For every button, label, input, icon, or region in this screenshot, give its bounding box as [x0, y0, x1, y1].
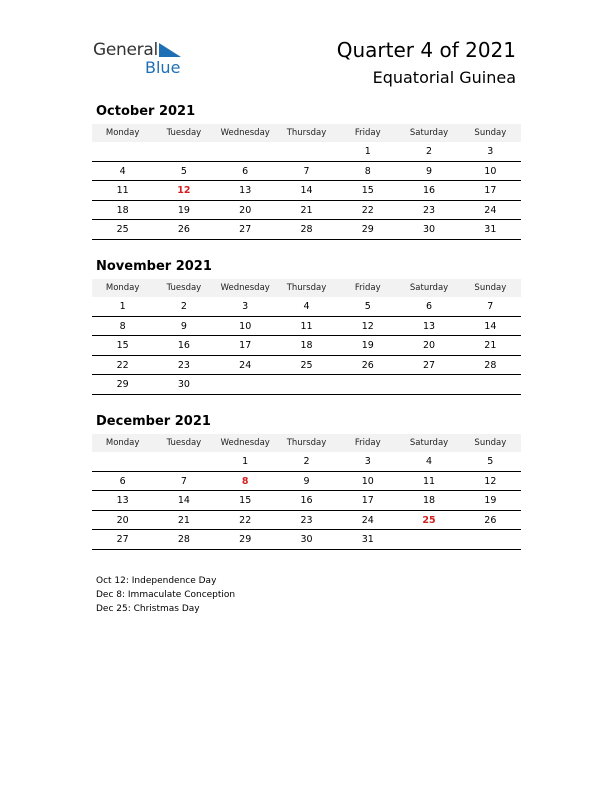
day-cell: 17 — [239, 340, 252, 351]
month-title: October 2021 — [96, 104, 196, 119]
day-cell — [215, 142, 276, 161]
day-cell: 6 — [242, 165, 249, 177]
day-cell: 7 — [487, 301, 494, 312]
logo-triangle-icon — [159, 43, 181, 59]
week-row — [92, 181, 521, 201]
day-cell: 5 — [180, 165, 187, 177]
day-cell: 22 — [361, 204, 374, 216]
weekday-header: Saturday — [409, 128, 449, 138]
weekday-header: Wednesday — [220, 438, 270, 448]
day-cell: 15 — [361, 185, 374, 196]
calendar-grid — [92, 434, 521, 550]
day-cell: 13 — [423, 320, 436, 332]
weekday-header: Thursday — [286, 438, 327, 448]
day-cell: 31 — [361, 534, 374, 545]
day-cell: 9 — [303, 475, 310, 487]
day-cell: 24 — [484, 204, 497, 216]
day-cell: 13 — [239, 185, 252, 196]
day-cell — [153, 142, 214, 161]
week-row — [92, 491, 521, 511]
day-cell: 14 — [177, 495, 190, 506]
holiday-note: Oct 12: Independence Day — [96, 576, 217, 586]
holiday-notes — [96, 574, 235, 616]
day-cell: 16 — [423, 185, 436, 196]
day-cell: 19 — [484, 495, 497, 506]
weekday-header: Monday — [105, 128, 140, 138]
weekday-header: Thursday — [286, 128, 327, 138]
day-cell: 11 — [300, 320, 313, 332]
day-cell: 5 — [364, 301, 371, 312]
day-cell: 22 — [116, 359, 129, 371]
week-row — [92, 530, 521, 550]
weekday-header: Monday — [105, 283, 140, 293]
weekday-header: Tuesday — [166, 283, 202, 293]
holiday-note: Dec 8: Immaculate Conception — [96, 590, 236, 600]
day-cell: 25 — [116, 224, 129, 235]
week-row — [92, 317, 521, 337]
day-cell: 30 — [423, 224, 436, 235]
day-cell: 23 — [300, 514, 313, 526]
day-cell: 19 — [177, 204, 190, 216]
day-cell: 14 — [300, 185, 313, 196]
day-cell: 6 — [426, 301, 433, 312]
day-cell — [215, 375, 276, 394]
weekday-header-row — [92, 279, 521, 297]
day-cell: 30 — [300, 534, 313, 545]
day-cell: 4 — [426, 456, 433, 467]
month-title: December 2021 — [96, 414, 211, 429]
day-cell: 10 — [239, 320, 252, 332]
day-cell: 18 — [116, 204, 129, 216]
weekday-header: Friday — [354, 128, 381, 138]
week-row — [92, 297, 521, 317]
weekday-header-row — [92, 434, 521, 452]
day-cell: 12 — [484, 475, 497, 487]
day-cell: 8 — [241, 475, 249, 487]
day-cell — [153, 452, 214, 471]
day-cell: 28 — [300, 224, 313, 235]
day-cell: 25 — [300, 359, 313, 371]
day-cell: 2 — [426, 146, 433, 157]
weekday-header: Thursday — [286, 283, 327, 293]
month-calendar — [92, 413, 521, 550]
day-cell: 7 — [180, 475, 187, 487]
week-row — [92, 472, 521, 492]
day-cell: 19 — [361, 340, 374, 351]
day-cell: 21 — [177, 514, 190, 526]
weekday-header: Sunday — [474, 283, 507, 293]
day-cell: 29 — [239, 534, 252, 545]
day-cell: 9 — [426, 165, 433, 177]
day-cell: 20 — [116, 514, 129, 526]
weekday-header: Sunday — [474, 128, 507, 138]
day-cell: 21 — [484, 340, 497, 351]
day-cell: 2 — [303, 456, 310, 467]
holiday-note: Dec 25: Christmas Day — [96, 604, 200, 614]
weekday-header: Sunday — [474, 438, 507, 448]
day-cell: 26 — [177, 224, 190, 235]
day-cell: 26 — [484, 514, 497, 526]
week-row — [92, 452, 521, 472]
day-cell: 16 — [177, 340, 190, 351]
day-cell: 16 — [300, 495, 313, 506]
month-calendar — [92, 258, 521, 395]
weekday-header: Friday — [354, 283, 381, 293]
day-cell: 21 — [300, 204, 313, 216]
day-cell: 28 — [484, 359, 497, 371]
weekday-header: Friday — [354, 438, 381, 448]
day-cell: 23 — [423, 204, 436, 216]
day-cell: 20 — [423, 340, 436, 351]
day-cell: 30 — [177, 379, 190, 390]
day-cell — [92, 452, 153, 471]
weekday-header-row — [92, 124, 521, 142]
weekday-header: Monday — [105, 438, 140, 448]
day-cell: 25 — [422, 514, 436, 526]
day-cell — [276, 375, 337, 394]
month-calendar — [92, 103, 521, 240]
day-cell: 12 — [361, 320, 374, 332]
week-row — [92, 201, 521, 221]
day-cell — [460, 375, 521, 394]
day-cell: 23 — [177, 359, 190, 371]
week-row — [92, 375, 521, 395]
weekday-header: Wednesday — [220, 128, 270, 138]
week-row — [92, 220, 521, 240]
day-cell: 31 — [484, 224, 497, 235]
weekday-header: Saturday — [409, 438, 449, 448]
calendar-grid — [92, 279, 521, 395]
day-cell: 1 — [119, 301, 126, 312]
weekday-header: Saturday — [409, 283, 449, 293]
country-name: Equatorial Guinea — [372, 68, 516, 87]
day-cell: 1 — [364, 146, 371, 157]
day-cell: 29 — [116, 379, 129, 390]
day-cell — [337, 375, 398, 394]
day-cell: 18 — [423, 495, 436, 506]
day-cell: 24 — [239, 359, 252, 371]
week-row — [92, 142, 521, 162]
day-cell — [92, 142, 153, 161]
day-cell: 26 — [361, 359, 374, 371]
day-cell: 22 — [239, 514, 252, 526]
day-cell: 4 — [303, 301, 310, 312]
day-cell: 3 — [364, 456, 371, 467]
day-cell: 28 — [177, 534, 190, 545]
day-cell: 27 — [116, 534, 129, 545]
calendar-grid — [92, 124, 521, 240]
day-cell: 9 — [180, 320, 187, 332]
day-cell: 17 — [361, 495, 374, 506]
day-cell: 11 — [116, 185, 129, 196]
day-cell: 15 — [239, 495, 252, 506]
day-cell: 24 — [361, 514, 374, 526]
day-cell: 3 — [487, 146, 494, 157]
day-cell: 13 — [116, 495, 129, 506]
day-cell — [276, 142, 337, 161]
week-row — [92, 162, 521, 182]
weekday-header: Wednesday — [220, 283, 270, 293]
day-cell: 18 — [300, 340, 313, 351]
day-cell: 17 — [484, 185, 497, 196]
day-cell — [460, 530, 521, 549]
generalblue-logo — [93, 40, 193, 80]
day-cell: 3 — [242, 301, 249, 312]
day-cell: 27 — [239, 224, 252, 235]
day-cell: 5 — [487, 456, 494, 467]
day-cell: 4 — [119, 165, 126, 177]
day-cell: 1 — [242, 456, 249, 467]
day-cell: 27 — [423, 359, 436, 371]
day-cell: 11 — [423, 475, 436, 487]
day-cell: 10 — [361, 475, 374, 487]
day-cell: 12 — [177, 185, 191, 196]
day-cell: 29 — [361, 224, 374, 235]
day-cell — [398, 530, 459, 549]
day-cell: 20 — [239, 204, 252, 216]
logo-general-text: General — [93, 40, 158, 60]
week-row — [92, 511, 521, 531]
day-cell: 6 — [119, 475, 126, 487]
day-cell — [398, 375, 459, 394]
day-cell: 10 — [484, 165, 497, 177]
month-title: November 2021 — [96, 259, 212, 274]
day-cell: 14 — [484, 320, 497, 332]
day-cell: 2 — [180, 301, 187, 312]
day-cell: 7 — [303, 165, 310, 177]
week-row — [92, 336, 521, 356]
page-title: Quarter 4 of 2021 — [336, 38, 516, 62]
weekday-header: Tuesday — [166, 128, 202, 138]
logo-blue-text: Blue — [145, 58, 181, 77]
week-row — [92, 356, 521, 376]
day-cell: 8 — [364, 165, 371, 177]
day-cell: 8 — [119, 320, 126, 332]
weekday-header: Tuesday — [166, 438, 202, 448]
day-cell: 15 — [116, 340, 129, 351]
